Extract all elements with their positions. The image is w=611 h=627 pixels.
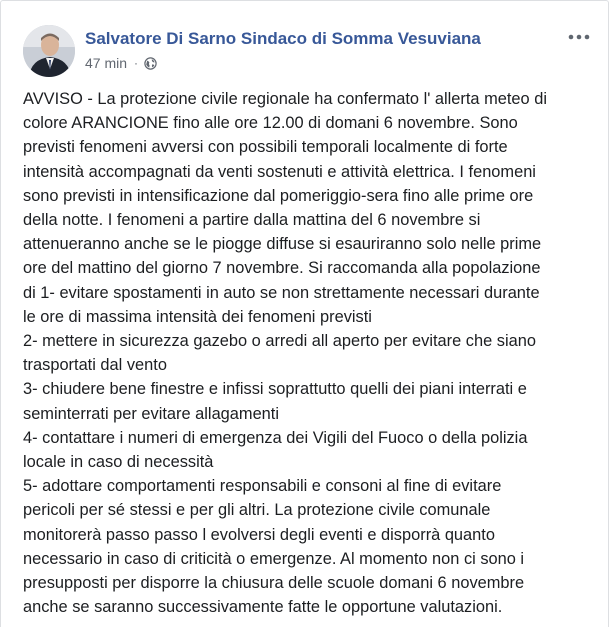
post-line: ore del mattino del giorno 7 novembre. Si raccomanda alla popolazione — [23, 259, 541, 278]
meta-separator: · — [134, 56, 139, 70]
avatar-photo — [23, 25, 75, 77]
post-line: sono previsti in intensificazione dal pomeriggio-sera fino alle prime ore — [23, 186, 534, 205]
post-line: 3- chiudere bene finestre e infissi soprattutto quelli dei piani interrati e — [23, 380, 527, 399]
post-line: della notte. I fenomeni a partire dalla mattina del 6 novembre si — [23, 211, 481, 230]
post-line: necessario in caso di criticità o emergenze. Al momento non ci sono i — [23, 549, 525, 568]
post-body-text — [23, 87, 593, 619]
post-line: le ore di massima intensità dei fenomeni previsti — [23, 307, 372, 326]
author-avatar[interactable] — [23, 25, 75, 77]
post-line: anche se saranno successivamente fatte le opportune valutazioni. — [23, 598, 503, 617]
post-line: di 1- evitare spostamenti in auto se non strettamente necessari durante — [23, 283, 540, 302]
post-line: trasportati dal vento — [23, 356, 167, 375]
post-line: AVVISO - La protezione civile regionale ha confermato l' allerta meteo di — [23, 90, 547, 108]
post-line: pericoli per sé stessi e per gli altri. La protezione civile comunale — [23, 501, 491, 520]
post-line: seminterrati per evitare allagamenti — [23, 404, 279, 423]
post-line: attenueranno anche se le piogge diffuse si esauriranno solo nelle prime — [23, 235, 542, 254]
author-name[interactable]: Salvatore Di Sarno Sindaco di Somma Vesuviana — [85, 29, 481, 48]
post-line: 2- mettere in sicurezza gazebo o arredi all aperto per evitare che siano — [23, 332, 536, 351]
post-line: 4- contattare i numeri di emergenza dei Vigili del Fuoco o della polizia — [23, 428, 528, 447]
post-timestamp[interactable]: 47 min — [85, 55, 128, 71]
post-line: previsti fenomeni avversi con possibili temporali localmente di forte — [23, 138, 508, 157]
post-meta — [85, 54, 157, 72]
post-line: intensità accompagnati da venti sostenuti e attività elettrica. I fenomeni — [23, 162, 536, 181]
more-options-icon[interactable] — [566, 27, 592, 47]
post-line: monitorerà passo passo l evolversi degli eventi e disporrà quanto — [23, 525, 495, 544]
post-line: presupposti per disporre la chiusura delle scuole domani 6 novembre — [23, 574, 525, 593]
post-line: locale in caso di necessità — [23, 453, 214, 472]
post-line: 5- adottare comportamenti responsabili e consoni al fine di evitare — [23, 477, 502, 496]
post-line: colore ARANCIONE fino alle ore 12.00 di domani 6 novembre. Sono — [23, 114, 518, 133]
globe-icon[interactable] — [144, 57, 157, 70]
